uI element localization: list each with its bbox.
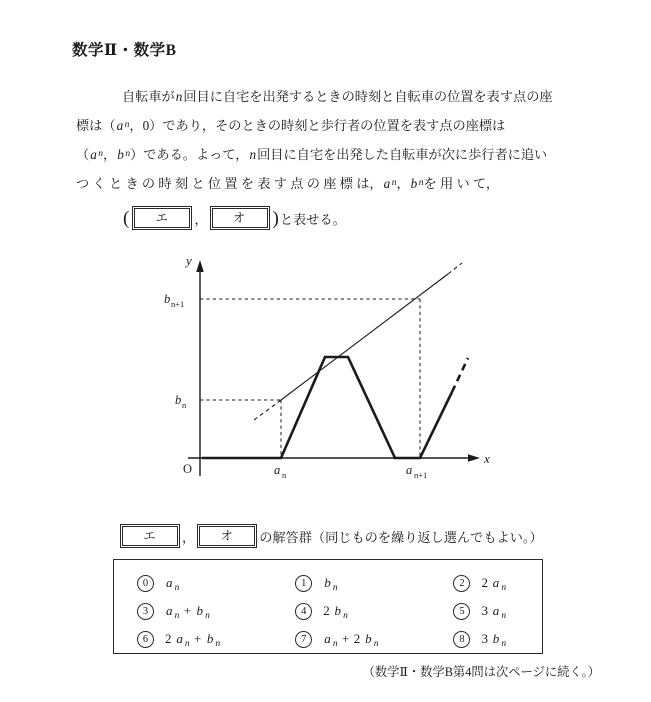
line2-var-a: a — [116, 118, 124, 133]
choice-item-8[interactable] — [453, 631, 542, 648]
choice-item-3[interactable] — [114, 603, 295, 620]
x-axis-arrowhead — [468, 454, 480, 462]
graph-labels — [164, 253, 490, 480]
choice-3-base-b: b — [196, 603, 204, 619]
choice-number-3: 3 — [137, 603, 154, 620]
answer-line-tail: と表せる。 — [279, 211, 346, 227]
choice-2-base: a — [492, 575, 500, 591]
choice-1-sub: n — [332, 582, 339, 593]
choice-7-sub-a: n — [332, 638, 339, 649]
problem-line-1-text — [76, 82, 553, 111]
pedestrian-line-dashed-start — [254, 400, 281, 420]
line4-comma: ， — [396, 176, 410, 191]
choice-6-sub-b: n — [215, 638, 221, 649]
problem-line-2 — [76, 111, 581, 140]
choice-5-coef: 3 — [481, 603, 489, 619]
line3-mid: ， — [103, 147, 117, 162]
choice-expression-2 — [481, 575, 506, 592]
choice-8-base: b — [492, 631, 500, 647]
choice-7-coef: 2 — [353, 631, 361, 647]
line1-lead: 自転車が — [122, 89, 175, 104]
problem-line-4 — [76, 169, 581, 198]
choice-0-sub: n — [174, 582, 180, 593]
choices-header-text: の解答群（同じものを繰り返し選んでもよい。） — [259, 529, 543, 545]
y-tick-label-bn-base: b — [175, 393, 182, 407]
open-paren: ( — [123, 207, 130, 229]
choices-header-box-e[interactable] — [120, 524, 180, 548]
line4-lead: つ く と き の 時 刻 と 位 置 を 表 す 点 の 座 標 は， — [76, 176, 383, 191]
choice-expression-4 — [323, 603, 348, 620]
choices-header — [118, 524, 543, 548]
line3-var-n: n — [249, 147, 257, 162]
line3-var-b: b — [117, 147, 124, 162]
line4-sub-a: n — [391, 178, 397, 188]
choice-number-1: 1 — [295, 575, 312, 592]
line3-var-a: a — [90, 147, 97, 162]
line4-tail: を 用 い て， — [423, 176, 500, 191]
answer-box-o[interactable] — [210, 206, 270, 230]
choice-7-base-b: b — [365, 631, 373, 647]
choice-6-coef: 2 — [165, 631, 173, 647]
origin-label: O — [183, 462, 193, 476]
choice-item-1[interactable] — [295, 575, 453, 592]
line3-lead: （ — [76, 147, 90, 162]
choice-expression-7: a n + 2 b n — [324, 631, 379, 649]
choice-expression-1 — [323, 575, 338, 592]
choice-4-coef: 2 — [323, 603, 331, 619]
choice-6-sub-a: n — [184, 638, 191, 649]
pedestrian-line-solid — [281, 274, 448, 400]
line1-rest: 回目に自宅を出発するときの時刻と自転車の位置を表す点の座 — [183, 89, 553, 104]
choice-5-sub: n — [501, 610, 507, 621]
problem-line-1 — [76, 82, 581, 111]
choice-item-0[interactable] — [114, 575, 295, 592]
choice-expression-6: 2 a n + b n — [165, 631, 221, 649]
choice-number-0: 0 — [137, 575, 154, 592]
choice-number-8: 8 — [453, 631, 470, 648]
choice-2-coef: 2 — [481, 575, 489, 591]
answer-choices-box — [113, 559, 543, 654]
choice-4-base: b — [334, 603, 342, 619]
answer-box-e-label: エ — [134, 208, 190, 228]
line4-var-b: b — [410, 176, 418, 191]
x-tick-label-an1-sub: n+1 — [414, 470, 428, 480]
line4-sub-b: n — [418, 178, 424, 188]
line1-var-n: n — [175, 89, 183, 104]
line3-rest: ）である。よって， — [130, 147, 249, 162]
bicycle-position-dashed-extension — [452, 358, 468, 392]
choice-8-coef: 3 — [481, 631, 489, 647]
choice-3-sub-a: n — [174, 610, 180, 621]
choice-item-4[interactable] — [295, 603, 453, 620]
choices-header-separator: ， — [182, 529, 196, 545]
position-time-graph — [150, 252, 510, 482]
choices-row — [114, 626, 542, 654]
choice-5-base: a — [492, 603, 500, 619]
line3-tail: 回目に自宅を出発した自転車が次に歩行者に追い — [257, 147, 548, 162]
footer-note: （数学Ⅱ・数学B第4問は次ページに続く。） — [362, 665, 600, 679]
answer-expression-line — [122, 206, 346, 230]
y-axis-label: y — [186, 253, 192, 268]
choices-header-box-o[interactable] — [197, 524, 257, 548]
choice-4-sub: n — [343, 610, 349, 621]
answer-box-e[interactable] — [132, 206, 192, 230]
choices-header-box-o-label: オ — [199, 526, 255, 546]
bicycle-position-polyline — [202, 357, 452, 458]
choice-item-6[interactable] — [114, 631, 295, 648]
choice-number-4: 4 — [295, 603, 312, 620]
choice-3-base-a: a — [166, 603, 174, 619]
choice-number-7: 7 — [295, 631, 312, 648]
choices-row — [114, 570, 542, 598]
line2-sub-n: n — [124, 120, 130, 130]
choice-item-2[interactable] — [453, 575, 542, 592]
x-axis-label: x — [484, 451, 490, 466]
choice-expression-8 — [481, 631, 506, 648]
close-paren: ) — [272, 207, 279, 229]
x-tick-label-an-sub: n — [282, 470, 287, 480]
choice-8-sub: n — [501, 638, 507, 649]
choices-row — [114, 598, 542, 626]
line2-rest: ，0）であり，そのときの時刻と歩行者の位置を表す点の座標は — [129, 118, 506, 133]
choice-6-base-b: b — [206, 631, 214, 647]
choice-item-5[interactable] — [453, 603, 542, 620]
choice-item-7[interactable] — [295, 631, 453, 648]
x-tick-label-an-base: a — [274, 463, 281, 477]
y-axis-arrowhead — [196, 260, 204, 272]
answer-box-separator: ， — [194, 211, 208, 227]
choice-number-2: 2 — [453, 575, 470, 592]
choice-2-sub: n — [501, 582, 507, 593]
choice-expression-3: a n + b n — [166, 603, 211, 621]
x-tick-label-an1-base: a — [406, 463, 413, 477]
line2-lead: 標は（ — [76, 118, 116, 133]
line3-sub-b: n — [125, 149, 131, 159]
choice-6-base-a: a — [176, 631, 184, 647]
choice-expression-0 — [165, 575, 180, 592]
choice-3-sub-b: n — [205, 610, 211, 621]
graph-axes — [188, 260, 480, 476]
y-tick-label-bn1-sub: n+1 — [171, 299, 185, 309]
line3-sub-a: n — [98, 149, 104, 159]
choice-expression-5 — [481, 603, 506, 620]
choice-7-sub-b: n — [373, 638, 379, 649]
line4-var-a: a — [383, 176, 391, 191]
problem-line-3 — [76, 140, 581, 169]
graph-svg — [150, 252, 510, 482]
problem-statement — [76, 82, 581, 198]
choice-1-base: b — [324, 575, 332, 591]
y-tick-label-bn1-base: b — [164, 292, 171, 306]
page-title: 数学Ⅱ・数学B — [72, 42, 177, 59]
choice-number-6: 6 — [137, 631, 154, 648]
answer-box-o-label: オ — [212, 208, 268, 228]
choice-number-5: 5 — [453, 603, 470, 620]
y-tick-label-bn-sub: n — [182, 400, 187, 410]
choice-7-base-a: a — [324, 631, 332, 647]
choices-header-box-e-label: エ — [122, 526, 178, 546]
pedestrian-line-dashed-end — [448, 263, 462, 274]
choice-0-base: a — [166, 575, 174, 591]
